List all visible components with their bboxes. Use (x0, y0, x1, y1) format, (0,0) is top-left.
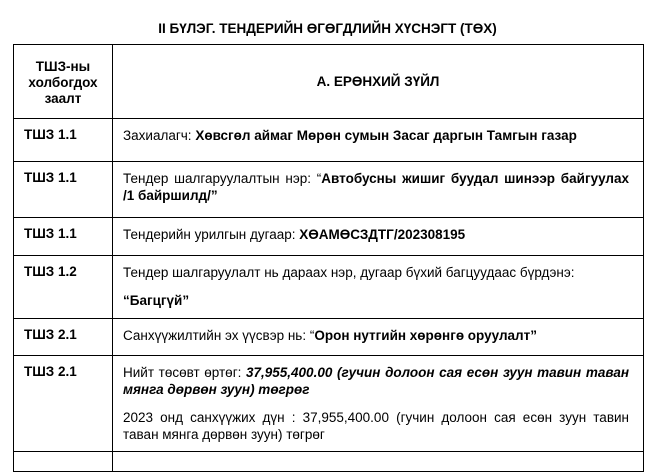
row-ref: ТШЗ 2.1 (14, 319, 113, 356)
row-content (113, 218, 644, 256)
header-section-title: А. ЕРӨНХИЙ ЗҮЙЛ (113, 45, 644, 119)
row-content (113, 119, 644, 162)
row-value: Хөвсгөл аймаг Мөрөн сумын Засаг даргын Тамгын газар (195, 128, 577, 143)
page-title: II БҮЛЭГ. ТЕНДЕРИЙН ӨГӨГДЛИЙН ХҮСНЭГТ (ТӨХ) (158, 21, 497, 36)
row-value: “Багцгүй” (123, 293, 190, 308)
table-row (14, 356, 644, 452)
row-label: Нийт төсөвт өртөг: (123, 365, 246, 380)
row-label: Санхүүжилтийн эх үүсвэр нь: “ (123, 328, 315, 343)
row-funding-line: 2023 онд санхүүжих дүн : 37,955,400.00 (гучин долоон сая есөн зуун тавин таван мянга дөрвөн зуун) төгрөг (123, 410, 629, 442)
row-content-empty (113, 452, 644, 472)
tender-data-table (13, 44, 644, 472)
row-value: ХӨАМӨСЗДТГ/202308195 (299, 227, 466, 242)
row-label: Тендер шалгаруулалтын нэр: “ (123, 171, 322, 186)
table-header-row (14, 45, 644, 119)
row-label: Тендерийн урилгын дугаар: (123, 227, 300, 242)
row-content (113, 319, 644, 356)
row-ref: ТШЗ 1.1 (14, 218, 113, 256)
row-ref-empty (14, 452, 113, 472)
table-row (14, 162, 644, 218)
row-ref: ТШЗ 2.1 (14, 356, 113, 452)
row-label: Тендер шалгаруулалт нь дараах нэр, дугаар бүхий багцуудаас бүрдэнэ: (123, 265, 575, 280)
row-content (113, 256, 644, 319)
row-ref: ТШЗ 1.1 (14, 162, 113, 218)
header-ref-label: ТШЗ-ны холбогдох заалт (28, 59, 98, 106)
row-label: Захиалагч: (123, 128, 196, 143)
table-row (14, 452, 644, 472)
table-row (14, 319, 644, 356)
table-row (14, 218, 644, 256)
row-content (113, 162, 644, 218)
table-row (14, 256, 644, 319)
table-row (14, 119, 644, 162)
row-value: Автобусны жишиг буудал шинээр байгуулах /1 байршилд/” (123, 171, 629, 203)
row-value: Орон нутгийн хөрөнгө оруулалт” (314, 328, 537, 343)
header-ref-cell (14, 45, 113, 119)
row-value: 37,955,400.00 (гучин долоон сая есөн зуун тавин таван мянга дөрвөн зуун) төгрөг (123, 365, 629, 397)
row-ref: ТШЗ 1.1 (14, 119, 113, 162)
row-content (113, 356, 644, 452)
row-ref: ТШЗ 1.2 (14, 256, 113, 319)
